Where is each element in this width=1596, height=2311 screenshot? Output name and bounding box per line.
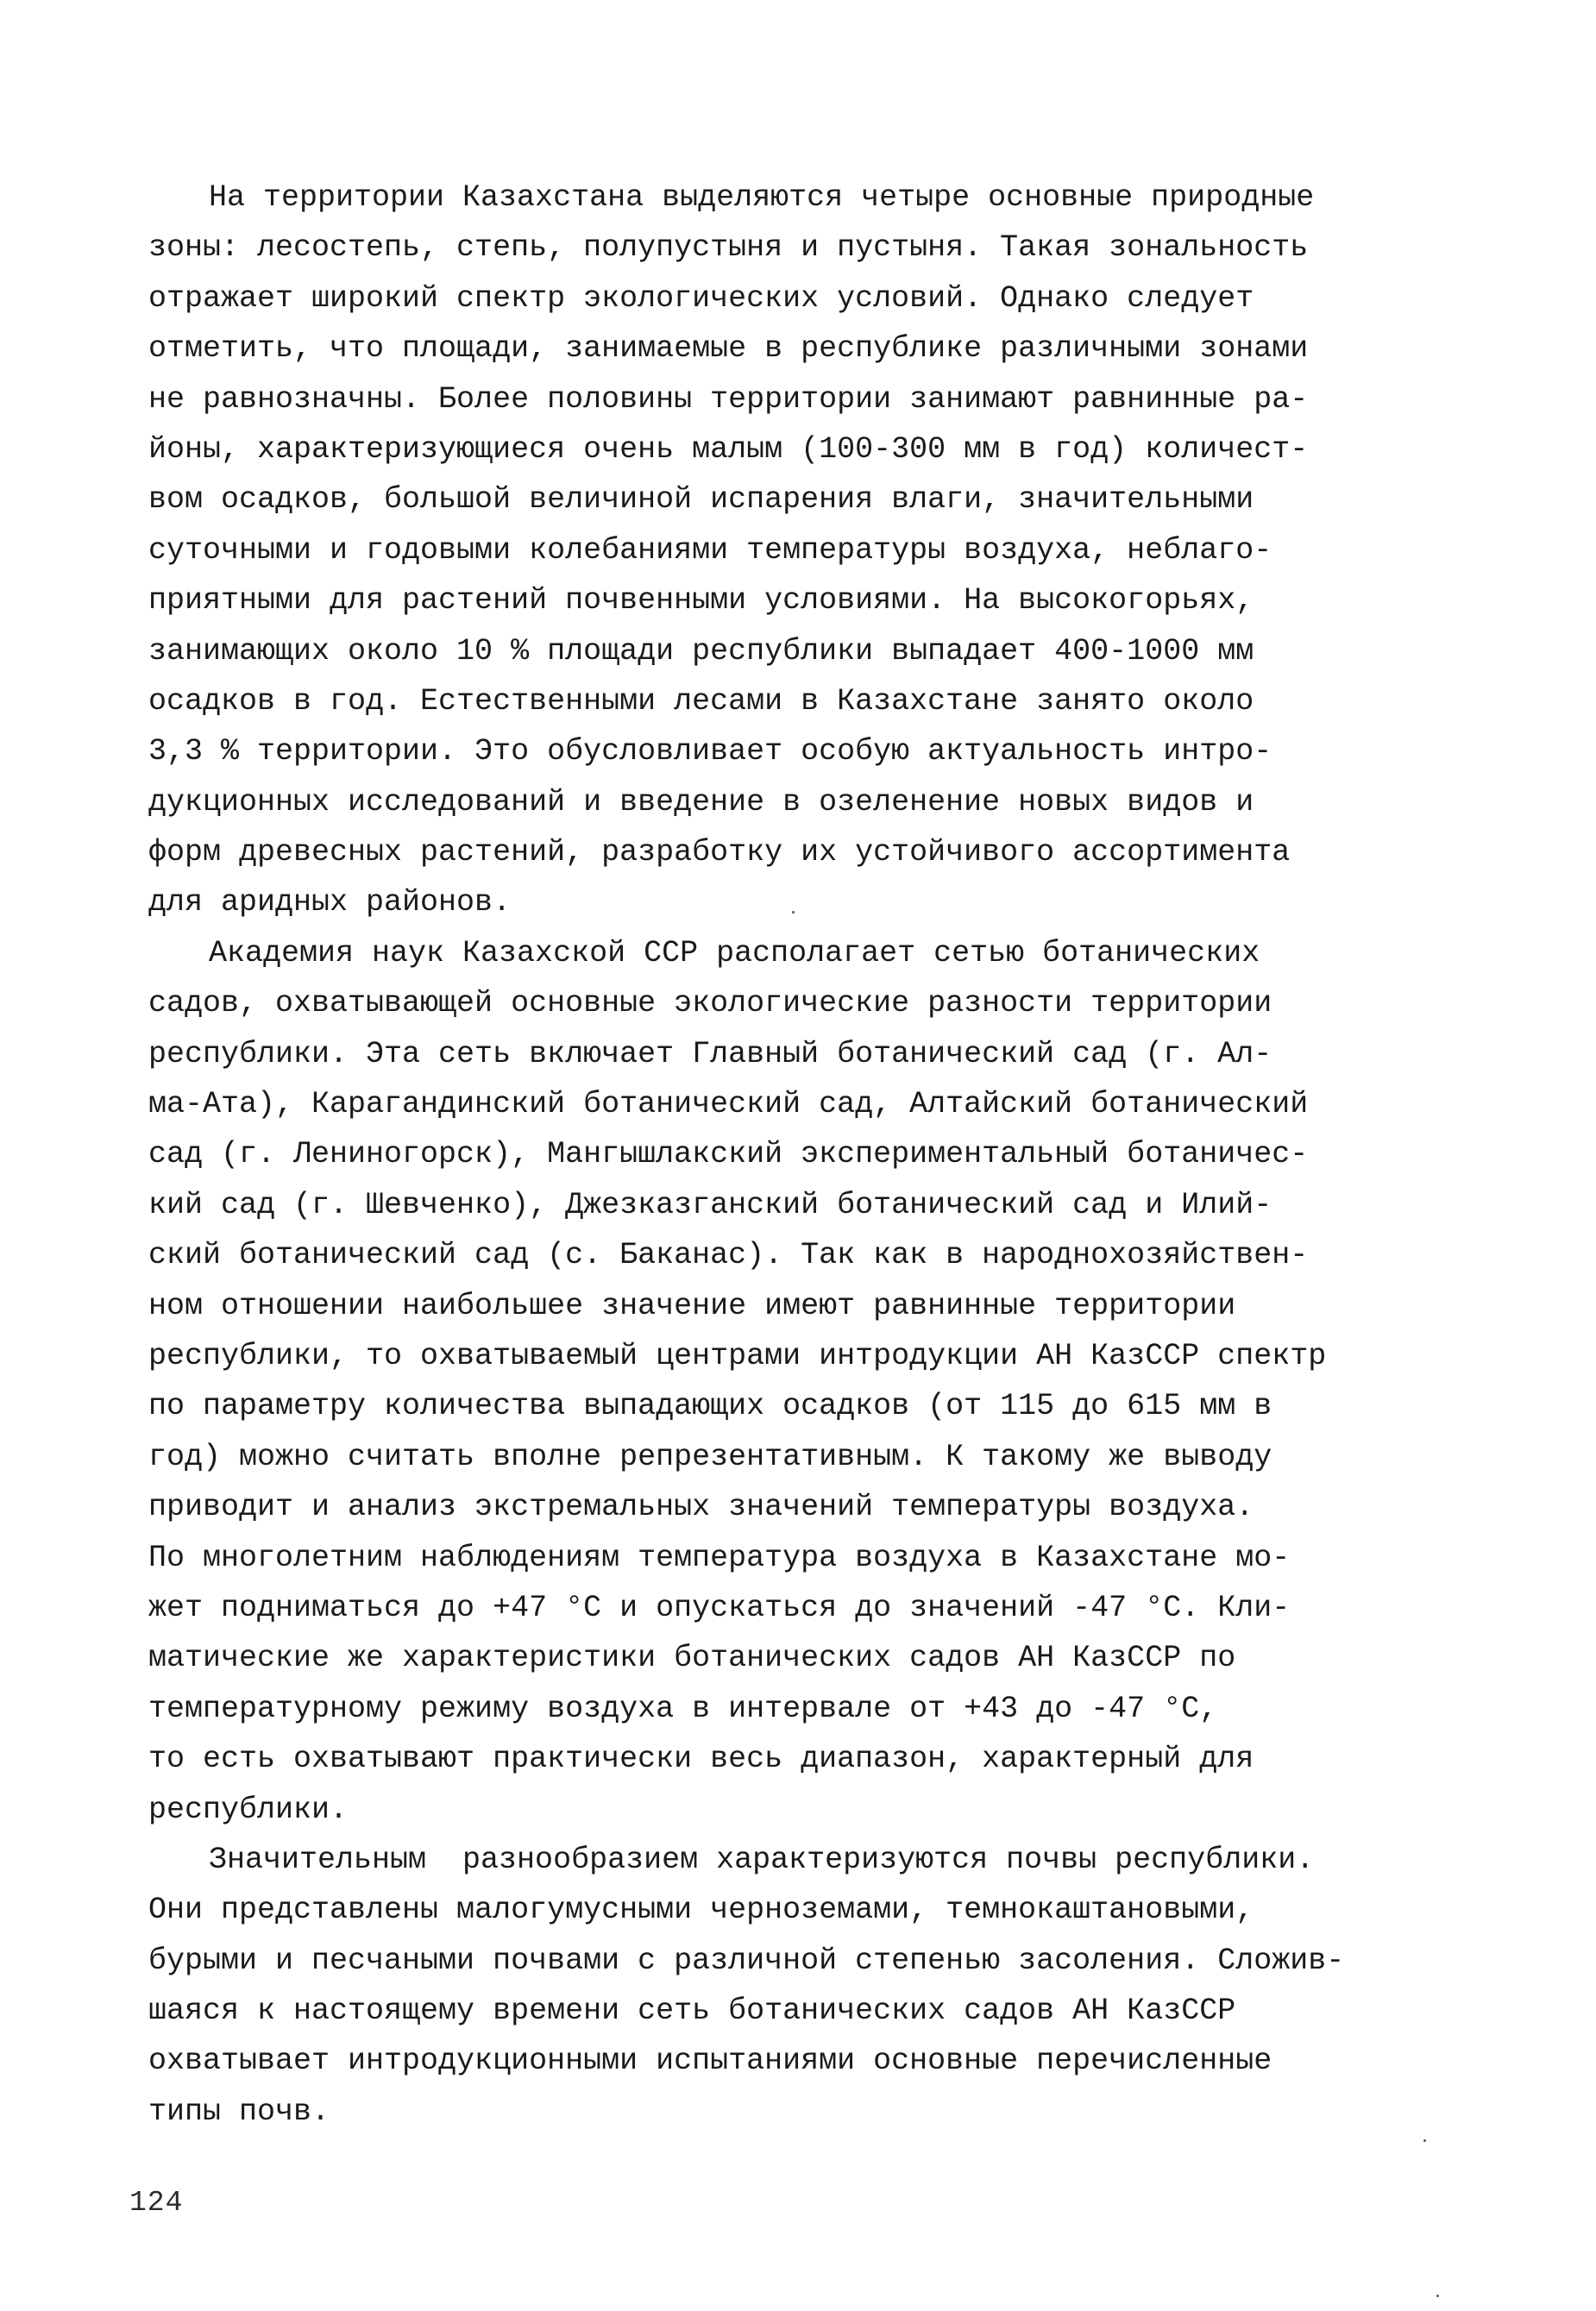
text-line: для аридных районов. — [148, 885, 512, 920]
text-line: кий сад (г. Шевченко), Джезказганский ботанический сад и Илий- — [148, 1187, 1272, 1222]
text-line: температурному режиму воздуха в интервале от +43 до -47 °С, — [148, 1691, 1218, 1726]
text-line: не равнозначны. Более половины территории занимают равнинные ра- — [148, 381, 1309, 417]
text-line: 3,3 % территории. Это обусловливает особую актуальность интро- — [148, 734, 1272, 769]
text-line: по параметру количества выпадающих осадков (от 115 до 615 мм в — [148, 1389, 1272, 1424]
text-line: типы почв. — [148, 2094, 330, 2129]
text-line: шаяся к настоящему времени сеть ботанических садов АН КазССР — [148, 1994, 1236, 2029]
text-line: сад (г. Лениногорск), Мангышлакский экспериментальный ботаничес- — [148, 1137, 1309, 1172]
text-line: отражает широкий спектр экологических условий. Однако следует — [148, 280, 1254, 316]
text-line: зоны: лесостепь, степь, полупустыня и пустыня. Такая зональность — [148, 230, 1309, 266]
text-line: ном отношении наибольшее значение имеют равнинные территории — [148, 1288, 1236, 1323]
text-line: Они представлены малогумусными черноземами, темнокаштановыми, — [148, 1893, 1254, 1928]
text-line: ма-Ата), Карагандинский ботанический сад, Алтайский ботанический — [148, 1087, 1309, 1122]
text-line: ский ботанический сад (с. Баканас). Так как в народнохозяйствен- — [148, 1238, 1309, 1273]
text-line: охватывает интродукционными испытаниями основные перечисленные — [148, 2044, 1272, 2079]
page-number: 124 — [129, 2187, 184, 2219]
text-line: дукционных исследований и введение в озеленение новых видов и — [148, 784, 1254, 820]
text-line: садов, охватывающей основные экологические разности территории — [148, 986, 1272, 1021]
text-line: осадков в год. Естественными лесами в Казахстане занято около — [148, 683, 1254, 719]
text-line: По многолетним наблюдениям температура воздуха в Казахстане мо- — [148, 1540, 1291, 1575]
text-line: йоны, характеризующиеся очень малым (100-300 мм в год) количест- — [148, 431, 1309, 467]
text-line: На территории Казахстана выделяются четыре основные природные — [209, 180, 1315, 215]
scan-speck — [1436, 2295, 1439, 2297]
body-text — [148, 173, 1494, 2137]
text-line: матические же характеристики ботанических садов АН КазССР по — [148, 1641, 1236, 1676]
text-line: Значительным разнообразием характеризуются почвы республики. — [209, 1842, 1315, 1877]
text-line: вом осадков, большой величиной испарения влаги, значительными — [148, 482, 1254, 518]
text-line: Академия наук Казахской ССР располагает сетью ботанических — [209, 935, 1260, 970]
scan-speck — [792, 911, 795, 914]
text-line: бурыми и песчаными почвами с различной степенью засоления. Сложив- — [148, 1943, 1345, 1978]
text-line: суточными и годовыми колебаниями температуры воздуха, неблаго- — [148, 532, 1272, 568]
scan-speck — [1423, 2139, 1426, 2142]
text-line: жет подниматься до +47 °С и опускаться до значений -47 °С. Кли- — [148, 1590, 1291, 1625]
text-line: республики. — [148, 1792, 349, 1827]
text-line: отметить, что площади, занимаемые в республике различными зонами — [148, 331, 1309, 367]
text-line: приводит и анализ экстремальных значений температуры воздуха. — [148, 1490, 1254, 1525]
paragraph — [148, 928, 1494, 1835]
text-line: приятными для растений почвенными условиями. На высокогорьях, — [148, 583, 1254, 619]
paragraph — [148, 173, 1494, 928]
text-line: год) можно считать вполне репрезентативным. К такому же выводу — [148, 1439, 1272, 1474]
text-line: занимающих около 10 % площади республики выпадает 400-1000 мм — [148, 633, 1254, 669]
text-line: республики. Эта сеть включает Главный ботанический сад (г. Ал- — [148, 1036, 1272, 1071]
text-line: то есть охватывают практически весь диапазон, характерный для — [148, 1742, 1254, 1777]
text-line: республики, то охватываемый центрами интродукции АН КазССР спектр — [148, 1338, 1327, 1373]
paragraph — [148, 1835, 1494, 2137]
text-line: форм древесных растений, разработку их устойчивого ассортимента — [148, 835, 1291, 870]
